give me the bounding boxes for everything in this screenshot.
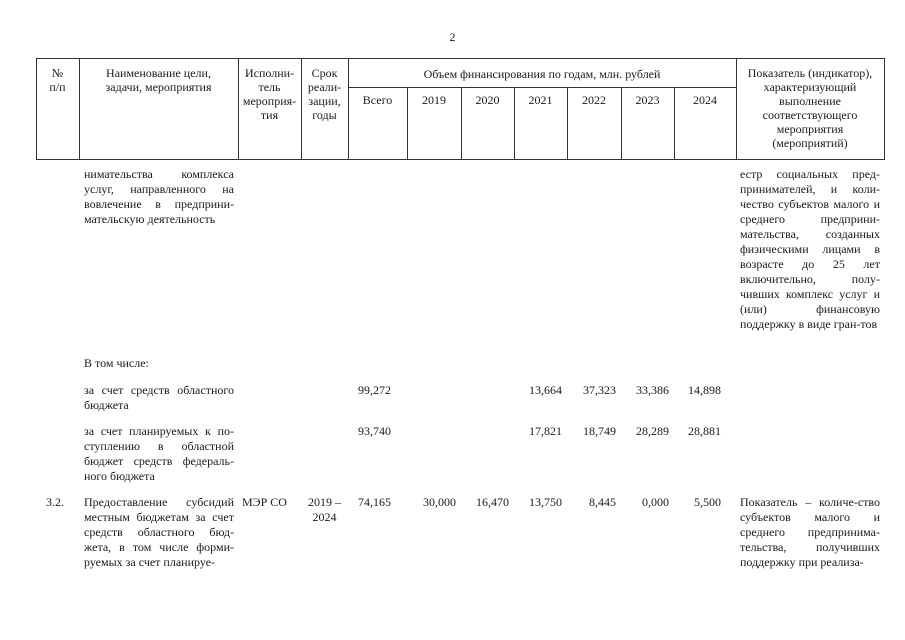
row-3-2-indicator: Показатель – количе-ство субъектов малого и среднего предпринима-тельства, получивших поддержку при реализа- <box>740 495 880 569</box>
regional-budget-label: за счет средств областного бюджета <box>84 383 234 412</box>
header-col-financing: Объем финансирования по годам, млн. рублей <box>423 67 661 81</box>
row-3-2-2020: 16,470 <box>476 495 509 509</box>
federal-budget-label: за счет планируемых к по-ступлению в областной бюджет средств федераль-ного бюджета <box>84 424 234 483</box>
regional-total: 99,272 <box>358 383 391 397</box>
row-3-2-executor: МЭР СО <box>242 495 287 509</box>
row-3-2-measure: Предоставление субсидий местным бюджетам за счет средств областного бюд-жета, в том числе форми-руемых за счет планируе- <box>84 495 234 569</box>
row-3-2-2023: 0,000 <box>642 495 669 509</box>
header-year-2024: 2024 <box>693 93 717 107</box>
col-border <box>884 58 885 160</box>
header-year-2022: 2022 <box>582 93 606 107</box>
header-col-executor: Исполни- тель мероприя- тия <box>242 66 297 122</box>
federal-2022: 18,749 <box>583 424 616 438</box>
row-3-2-total: 74,165 <box>358 495 391 509</box>
header-col-total: Всего <box>362 93 393 107</box>
header-year-2023: 2023 <box>635 93 660 107</box>
header-year-2021: 2021 <box>528 93 553 107</box>
header-year-2019: 2019 <box>422 93 446 107</box>
federal-2024: 28,881 <box>688 424 721 438</box>
row-3-2-2019: 30,000 <box>423 495 456 509</box>
header-year-2020: 2020 <box>475 93 500 107</box>
regional-2024: 14,898 <box>688 383 721 397</box>
row-3-2-term: 2019 – 2024 <box>308 495 341 524</box>
header-top-border <box>36 58 884 59</box>
header-col-name: Наименование цели, задачи, мероприятия <box>105 66 212 94</box>
row-3-2-number: 3.2. <box>46 495 64 509</box>
row-3-2-2022: 8,445 <box>589 495 616 509</box>
incl-label: В том числе: <box>84 356 149 370</box>
header-col-indicator: Показатель (индикатор), характеризующий выполнение соответствующего мероприятия (мероприятий) <box>747 66 873 150</box>
regional-2022: 37,323 <box>583 383 616 397</box>
header-col-term: Срок реали- зации, годы <box>307 66 342 122</box>
federal-total: 93,740 <box>358 424 391 438</box>
federal-2023: 28,289 <box>636 424 669 438</box>
cont-measure-name: нимательства комплекса услуг, направленного на вовлечение в предприни-мательскую деятельность <box>84 167 234 226</box>
regional-2023: 33,386 <box>636 383 669 397</box>
regional-2021: 13,664 <box>529 383 562 397</box>
cont-indicator: естр социальных пред-принимателей, и коли-чество субъектов малого и среднего предприни-мательства, созданных физическими лицами в возрасте до 25 лет включительно, полу-чивших комплекс услуг и (или) финансовую поддержку в виде гран-тов <box>740 167 880 331</box>
row-3-2-2021: 13,750 <box>529 495 562 509</box>
header-col-number: № п/п <box>49 66 66 94</box>
header-bottom-border <box>36 159 884 160</box>
federal-2021: 17,821 <box>529 424 562 438</box>
page-number: 2 <box>449 30 456 44</box>
row-3-2-2024: 5,500 <box>694 495 721 509</box>
